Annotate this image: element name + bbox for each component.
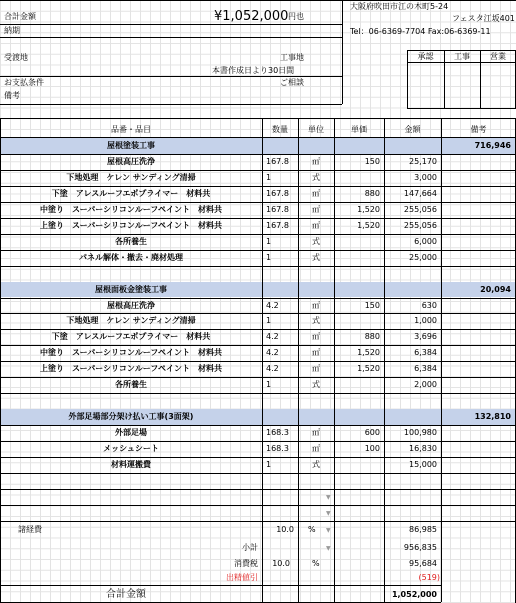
total-amount: ¥1,052,000 — [214, 9, 289, 24]
overhead-rate: 10.0 — [276, 525, 294, 534]
item-name: 各所養生 — [115, 236, 147, 246]
item-name: 屋根高圧洗浄 — [107, 300, 155, 310]
column-rule — [262, 118, 263, 602]
item-unit: ㎡ — [312, 156, 320, 166]
item-price: 880 — [364, 332, 380, 342]
tax-label: 消費税 — [234, 559, 258, 568]
item-unit: 式 — [312, 380, 320, 390]
tax-amount: 95,684 — [409, 559, 437, 568]
item-name: 上塗り スーパーシリコンルーフペイント 材料共 — [40, 364, 222, 374]
stamp-approve: 承認 — [417, 52, 434, 61]
item-price: 600 — [364, 428, 380, 438]
item-amount: 6,000 — [414, 236, 437, 246]
item-name: 下塗 アレスルーフエポプライマー 材料共 — [51, 332, 211, 342]
item-qty: 4.2 — [266, 348, 279, 358]
item-price: 1,520 — [357, 348, 380, 358]
item-qty: 1 — [266, 460, 272, 469]
discount-label: 出精値引 — [226, 573, 258, 582]
item-price: 100 — [364, 444, 380, 454]
column-rule — [0, 118, 1, 602]
item-name: パネル解体・撤去・廃材処理 — [79, 252, 183, 262]
section-subtotal: 20,094 — [480, 284, 511, 294]
item-qty: 1 — [266, 316, 272, 326]
item-name: 各所養生 — [115, 380, 147, 390]
overhead-amount: 86,985 — [409, 525, 437, 534]
delivery-label: 納期 — [4, 26, 20, 35]
overhead-dropdown-icon[interactable]: ▼ — [326, 527, 331, 534]
item-amount: 1,000 — [414, 316, 437, 326]
item-amount: 147,664 — [403, 188, 437, 198]
column-header-qty: 数量 — [272, 125, 288, 134]
column-header-amount: 金額 — [404, 125, 421, 134]
item-price: 1,520 — [357, 364, 380, 374]
item-name: 中塗り スーパーシリコンルーフペイント 材料共 — [40, 204, 222, 214]
item-amount: 2,000 — [414, 380, 437, 390]
item-unit: 式 — [312, 252, 320, 262]
stamp-construction: 工事 — [454, 52, 470, 61]
item-unit: ㎡ — [312, 364, 320, 374]
item-amount: 255,056 — [403, 220, 437, 230]
item-name: 外部足場 — [115, 428, 147, 438]
payment-label: お支払条件 — [4, 78, 44, 87]
item-name: 屋根塗装工事 — [107, 141, 155, 150]
column-rule — [334, 118, 335, 602]
item-qty: 167.8 — [266, 156, 289, 166]
item-name: 下地処理 ケレン サンディング清掃 — [66, 172, 196, 182]
total-label: 合計金額 — [4, 12, 36, 21]
section-subtotal: 132,810 — [474, 412, 511, 422]
item-amount: 16,830 — [409, 444, 437, 454]
payment-value: ご相談 — [280, 78, 304, 87]
item-amount: 15,000 — [409, 460, 437, 469]
tax-unit: % — [312, 559, 320, 568]
item-unit: 式 — [312, 236, 320, 246]
item-price: 1,520 — [357, 204, 380, 214]
item-amount: 630 — [421, 300, 437, 310]
validity-value: 本書作成日より30日間 — [212, 66, 295, 75]
location-label: 受渡地 — [4, 53, 28, 62]
remarks-label: 備考 — [4, 91, 20, 100]
item-name: 外部足場部分架け払い工事(3面架) — [68, 412, 194, 422]
item-qty: 167.8 — [266, 220, 289, 230]
column-header-unit: 単位 — [308, 125, 324, 134]
company-contact: Tel：06-6369-7704 Fax:06-6369-11 — [350, 27, 491, 36]
discount-amount: (519) — [418, 573, 440, 582]
section-subtotal: 716,946 — [474, 141, 511, 150]
item-unit: 式 — [312, 460, 320, 469]
item-amount: 3,696 — [414, 332, 437, 342]
item-unit: ㎡ — [312, 204, 320, 214]
item-name: 中塗り スーパーシリコンルーフペイント 材料共 — [40, 348, 222, 358]
item-qty: 4.2 — [266, 300, 279, 310]
item-name: 材料運搬費 — [111, 460, 151, 469]
cell-dropdown-icon[interactable]: ▼ — [326, 509, 331, 517]
item-qty: 168.3 — [266, 428, 289, 438]
subtotal-dropdown-icon[interactable]: ▼ — [326, 545, 331, 552]
item-amount: 6,384 — [414, 364, 437, 374]
column-header-price: 単価 — [351, 125, 367, 134]
tax-rate: 10.0 — [272, 559, 290, 568]
item-qty: 168.3 — [266, 444, 289, 454]
item-name: 下塗 アレスルーフエポプライマー 材料共 — [51, 188, 211, 198]
item-qty: 1 — [266, 172, 272, 182]
overhead-label: 諸経費 — [18, 525, 42, 534]
item-price: 150 — [364, 156, 380, 166]
item-qty: 167.8 — [266, 188, 289, 198]
item-price: 1,520 — [357, 220, 380, 230]
item-qty: 167.8 — [266, 204, 289, 214]
item-unit: ㎡ — [312, 300, 320, 310]
item-price: 880 — [364, 188, 380, 198]
column-header-item: 品番・品目 — [111, 125, 151, 134]
column-rule — [384, 118, 385, 602]
company-name: フェスタ江坂401 — [452, 14, 515, 23]
item-name: 下地処理 ケレン サンディング清掃 — [66, 316, 196, 326]
item-qty: 1 — [266, 252, 272, 262]
column-rule — [298, 118, 299, 602]
item-name: 上塗り スーパーシリコンルーフペイント 材料共 — [40, 220, 222, 230]
item-name: メッシュシート — [103, 444, 159, 454]
item-unit: ㎡ — [312, 444, 320, 454]
item-amount: 6,384 — [414, 348, 437, 358]
grand-total-amount: 1,052,000 — [391, 590, 437, 599]
column-header-note: 備考 — [470, 125, 487, 134]
item-unit: ㎡ — [312, 188, 320, 198]
item-unit: ㎡ — [312, 348, 320, 358]
cell-dropdown-icon[interactable]: ▼ — [326, 493, 331, 501]
item-qty: 4.2 — [266, 364, 279, 374]
item-unit: 式 — [312, 316, 320, 326]
item-unit: 式 — [312, 172, 320, 182]
total-suffix: 円也 — [288, 12, 304, 21]
item-price: 150 — [364, 300, 380, 310]
subtotal-amount: 956,835 — [403, 543, 437, 552]
item-unit: ㎡ — [312, 428, 320, 438]
item-qty: 1 — [266, 236, 272, 246]
item-amount: 25,170 — [409, 156, 437, 166]
location-value: 工事地 — [280, 53, 304, 62]
item-name: 屋根高圧洗浄 — [107, 156, 155, 166]
grand-total-label: 合計金額 — [106, 589, 146, 600]
item-amount: 3,000 — [414, 172, 437, 182]
item-amount: 100,980 — [403, 428, 437, 438]
item-amount: 25,000 — [409, 252, 437, 262]
item-qty: 1 — [266, 380, 272, 390]
company-address: 大阪府吹田市江の木町5-24 — [350, 2, 449, 11]
item-unit: ㎡ — [312, 332, 320, 342]
subtotal-label: 小計 — [242, 543, 258, 552]
stamp-sales: 営業 — [490, 52, 506, 61]
item-unit: ㎡ — [312, 220, 320, 230]
overhead-unit: % — [308, 525, 316, 534]
item-name: 屋根面板金塗装工事 — [95, 284, 167, 294]
column-rule — [441, 118, 442, 602]
item-amount: 255,056 — [403, 204, 437, 214]
item-qty: 4.2 — [266, 332, 279, 342]
